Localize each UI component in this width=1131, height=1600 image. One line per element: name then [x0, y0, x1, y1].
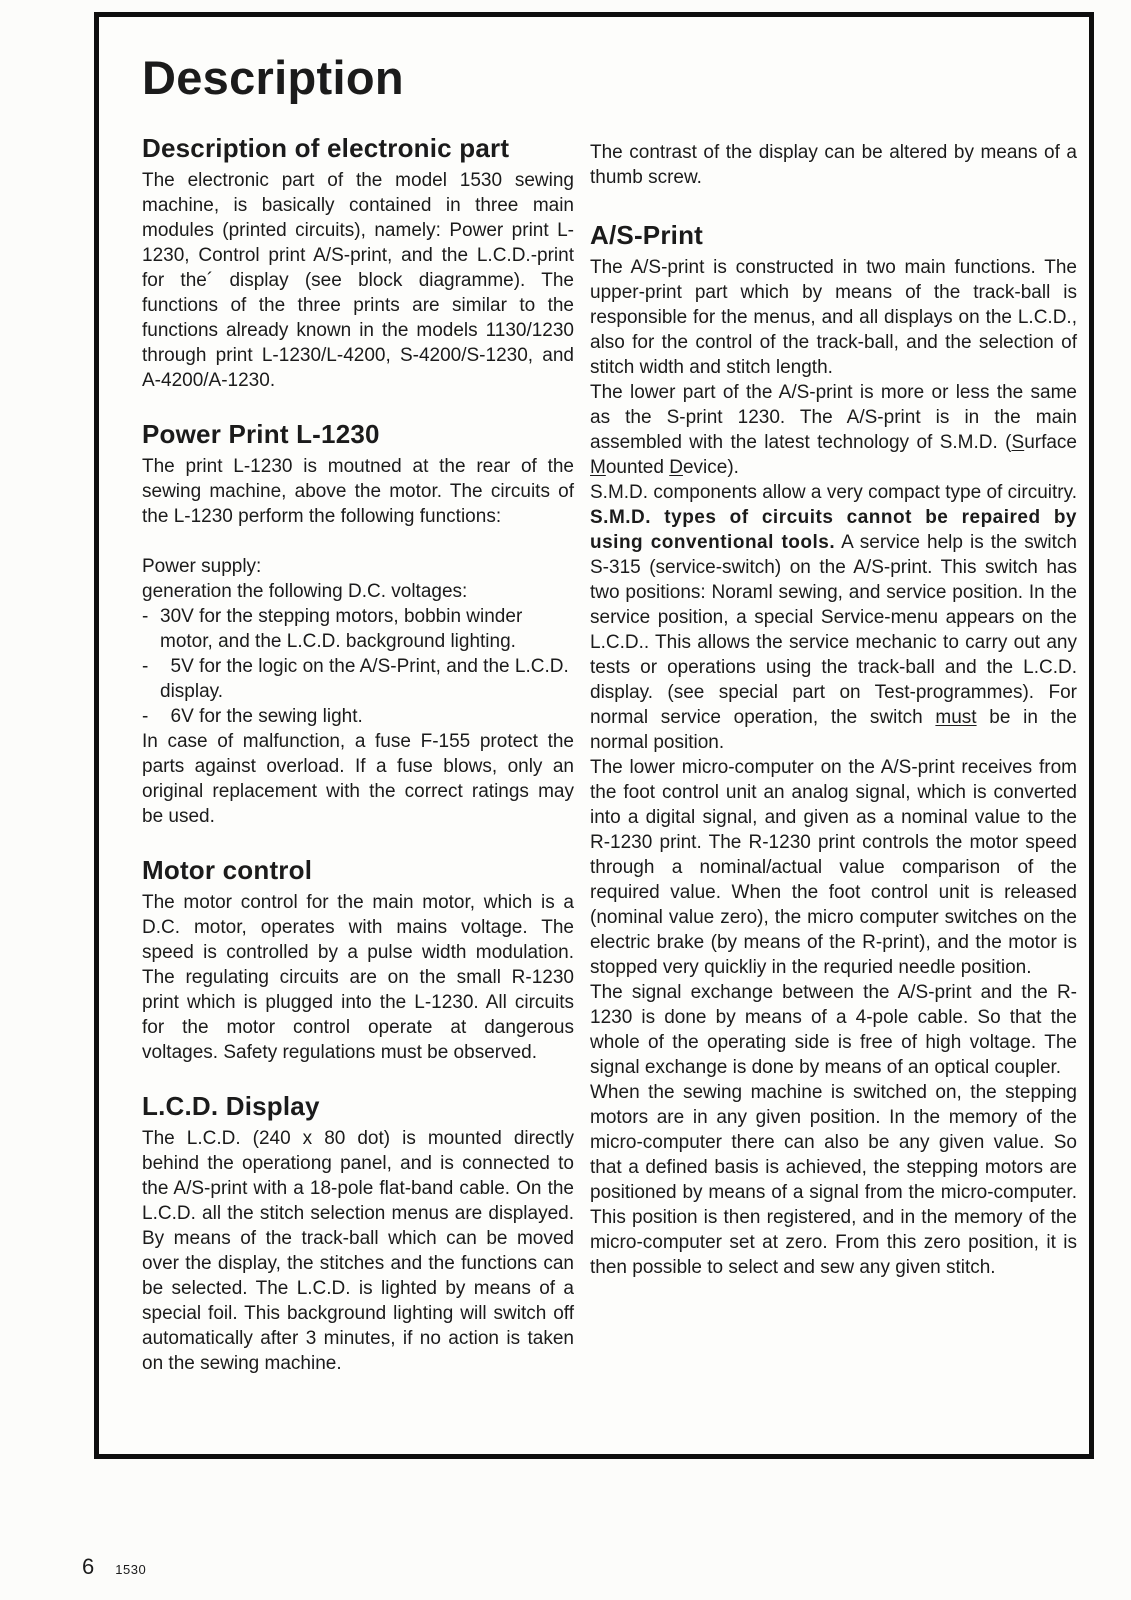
paragraph-smd-service-switch: S.M.D. components allow a very compact type of circuitry. S.M.D. types of circuits cannot be repaired by using conventional tools. A service help is the switch S-315 (service-switch) on the A/S-print. This switch has two positions: Noraml sewing, and service position. In the service position, a special Service-menu appears on the L.C.D.. This allows the service mechanic to carry out any tests or operations using the track-ball and the L.C.D. display. (see special part on Test-programmes). For normal service operation, the switch must be in the normal position.	[590, 482, 1077, 754]
heading-power-print-l1230: Power Print L-1230	[142, 419, 380, 450]
paragraph-lcd-display: The L.C.D. (240 x 80 dot) is mounted directly behind the operationg panel, and is connected to the A/S-print with a 18-pole flat-band cable. On the L.C.D. all the stitch selection menus are displayed. By means of the track-ball which can be moved over the display, the stitches and the functions can be selected. The L.C.D. is lighted by means of a special foil. This background lighting will switch off automatically after 3 minutes, if no action is taken on the sewing machine.	[142, 1128, 574, 1375]
left-column	[142, 133, 574, 1376]
voltage-list	[142, 604, 574, 729]
list-item	[142, 604, 574, 654]
paragraph-power-print-intro: The print L-1230 is moutned at the rear of the sewing machine, above the motor. The circuits of the L-1230 perform the following functions:	[142, 456, 574, 528]
list-item	[142, 654, 574, 704]
page-content	[99, 17, 1089, 1376]
heading-lcd-display: L.C.D. Display	[142, 1091, 320, 1122]
paragraph-stepping-motors: When the sewing machine is switched on, the stepping motors are in any given position. In the memory of the micro-computer there can also be any given value. So that a defined basis is achieved, the stepping motors are positioned by means of a signal from the micro-computer. This position is then registered, and in the memory of the micro-computer set at zero. From this zero position, it is then possible to select and sew any given stitch.	[590, 1082, 1077, 1279]
paragraph-micro-computer: The lower micro-computer on the A/S-print receives from the foot control unit an analog signal, which is converted into a digital signal, and given as a nominal value to the R-1230 print. The R-1230 print controls the motor speed through a nominal/actual value comparison of the required value. When the foot control unit is released (nominal value zero), the micro computer switches on the electric brake (by means of the R-print), and the motor is stopped very quickliy in the requried needle position.	[590, 757, 1077, 979]
right-column	[590, 133, 1077, 1376]
list-item	[142, 704, 574, 729]
paragraph-as-print-functions: The A/S-print is constructed in two main functions. The upper-print part which by means of the track-ball is responsible for the menus, and all displays on the L.C.D., also for the control of the track-ball, and the selection of stitch width and stitch length.	[590, 257, 1077, 379]
power-supply-label: Power supply:	[142, 556, 262, 578]
list-item-text: 5V for the logic on the A/S-Print, and the L.C.D. display.	[160, 656, 569, 703]
paragraph-as-print-lower: The lower part of the A/S-print is more or less the same as the S-print 1230. The A/S-print is in the main assembled with the latest technology of S.M.D. (Surface Mounted Device).	[590, 382, 1077, 479]
paragraph-electronic-part: The electronic part of the model 1530 sewing machine, is basically contained in three main modules (printed circuits), namely: Power print L-1230, Control print A/S-print, and the L.C.D.-print for the´ display (see block diagramme). The functions of the three prints are similar to the functions already known in the models 1130/1230 through print L-1230/L-4200, S-4200/S-1230, and A-4200/A-1230.	[142, 170, 574, 392]
model-number: 1530	[115, 1562, 147, 1577]
power-supply-subtitle: generation the following D.C. voltages:	[142, 581, 468, 603]
page-title: Description	[142, 51, 404, 104]
page-footer	[82, 1554, 146, 1580]
heading-as-print: A/S-Print	[590, 220, 704, 251]
page-frame	[94, 12, 1094, 1459]
paragraph-fuse: In case of malfunction, a fuse F-155 protect the parts against overload. If a fuse blows, only an original replacement with the correct ratings may be used.	[142, 731, 574, 828]
two-column-layout	[142, 133, 1077, 1376]
list-item-text: 30V for the stepping motors, bobbin winder motor, and the L.C.D. background lighting.	[160, 606, 523, 653]
list-dash: -	[142, 706, 149, 728]
paragraph-motor-control: The motor control for the main motor, which is a D.C. motor, operates with mains voltage. The speed is controlled by a pulse width modulation. The regulating circuits are on the small R-1230 print which is plugged into the L-1230. All circuits for the motor control operate at dangerous voltages. Safety regulations must be observed.	[142, 892, 574, 1064]
paragraph-signal-exchange: The signal exchange between the A/S-print and the R-1230 is done by means of a 4-pole cable. So that the whole of the operating side is free of high voltage. The signal exchange is done by means of an optical coupler.	[590, 982, 1077, 1079]
page-number: 6	[82, 1554, 95, 1579]
paragraph-contrast: The contrast of the display can be altered by means of a thumb screw.	[590, 142, 1077, 189]
list-dash: -	[142, 656, 149, 678]
heading-description-of-electronic-part: Description of electronic part	[142, 133, 510, 164]
heading-motor-control: Motor control	[142, 855, 313, 886]
list-item-text: 6V for the sewing light.	[160, 706, 363, 728]
list-dash: -	[142, 606, 149, 628]
